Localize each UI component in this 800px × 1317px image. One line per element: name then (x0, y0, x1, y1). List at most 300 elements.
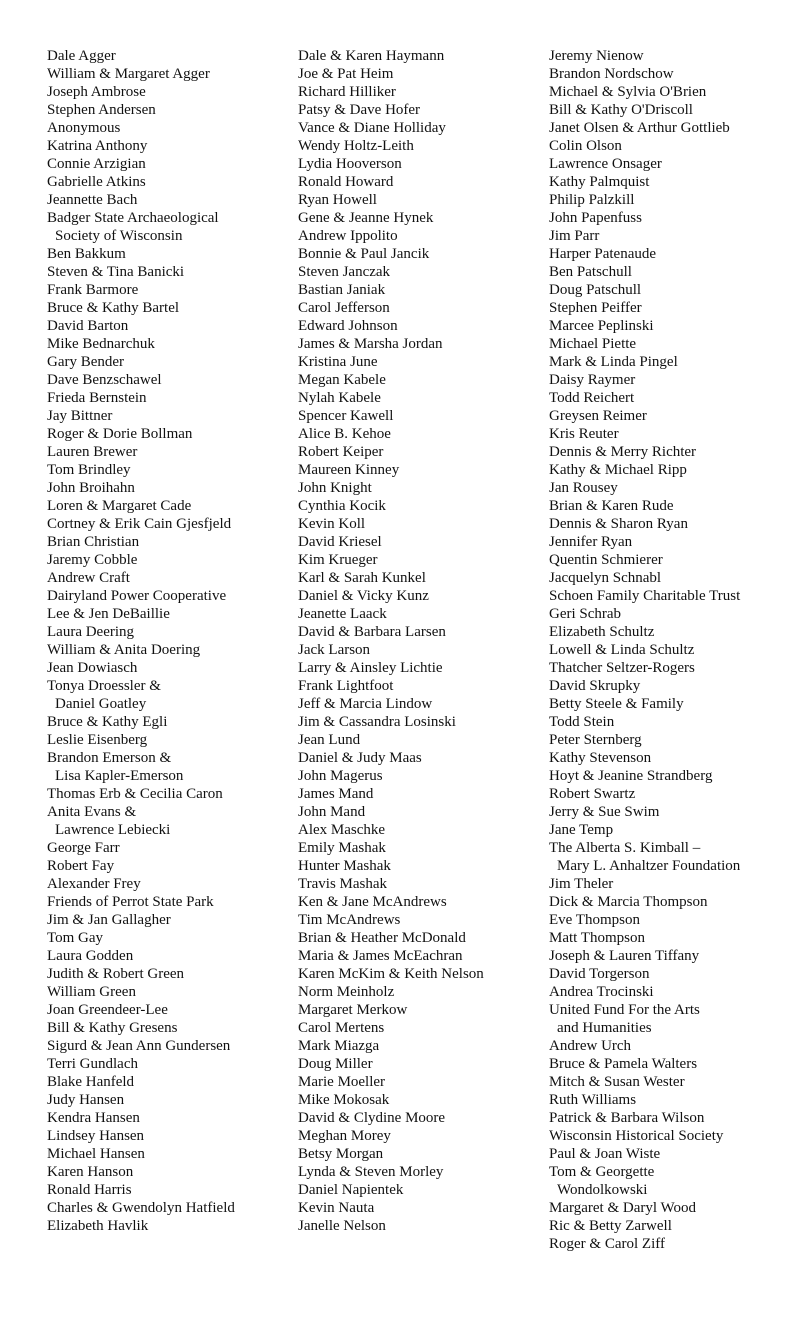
donor-name: United Fund For the Arts (549, 1002, 700, 1018)
donor-entry (549, 1109, 799, 1127)
donor-name: Loren & Margaret Cade (47, 498, 192, 514)
donor-name: Peter Sternberg (549, 732, 642, 748)
donor-entry (47, 623, 297, 641)
donor-entry (298, 1019, 548, 1037)
donor-entry (47, 335, 297, 353)
donor-name: David Kriesel (298, 534, 382, 550)
donor-name: Kathy Stevenson (549, 750, 652, 766)
donor-entry (298, 497, 548, 515)
donor-entry (298, 461, 548, 479)
donor-entry (549, 929, 799, 947)
donor-entry (298, 857, 548, 875)
donor-name: Dale & Karen Haymann (298, 48, 445, 64)
donor-entry (549, 515, 799, 533)
donor-entry (47, 443, 297, 461)
donor-entry (47, 785, 297, 803)
donor-name: Roger & Carol Ziff (549, 1236, 665, 1252)
donor-name: Jim & Jan Gallagher (47, 912, 171, 928)
donor-name: Elizabeth Schultz (549, 624, 655, 640)
donor-name: Friends of Perrot State Park (47, 894, 214, 910)
donor-name: Emily Mashak (298, 840, 386, 856)
donor-entry (47, 1127, 297, 1145)
donor-entry (47, 857, 297, 875)
donor-name: Joe & Pat Heim (298, 66, 394, 82)
donor-entry (549, 1235, 799, 1253)
donor-entry (298, 911, 548, 929)
donor-entry (47, 551, 297, 569)
donor-entry (298, 479, 548, 497)
donor-name: Michael & Sylvia O'Brien (549, 84, 707, 100)
donor-entry (549, 1145, 799, 1163)
donor-entry (47, 1217, 297, 1235)
donor-entry (549, 551, 799, 569)
donor-name: Daisy Raymer (549, 372, 636, 388)
donor-name: Ric & Betty Zarwell (549, 1218, 672, 1234)
donor-entry (549, 533, 799, 551)
donor-entry (549, 389, 799, 407)
donor-name: Nylah Kabele (298, 390, 381, 406)
donor-entry (298, 407, 548, 425)
donor-name: Hunter Mashak (298, 858, 391, 874)
donor-name: Schoen Family Charitable Trust (549, 588, 741, 604)
donor-entry (298, 785, 548, 803)
donor-entry (298, 749, 548, 767)
donor-entry (298, 263, 548, 281)
donor-entry (47, 497, 297, 515)
donor-entry (298, 209, 548, 227)
donor-entry (549, 623, 799, 641)
donor-name: Judy Hansen (47, 1092, 125, 1108)
donor-name: Laura Godden (47, 948, 134, 964)
donor-entry (549, 47, 799, 65)
donor-entry (549, 1091, 799, 1109)
donor-entry (549, 317, 799, 335)
donor-entry (47, 245, 297, 263)
donor-entry (549, 1001, 799, 1037)
donor-name: Mike Mokosak (298, 1092, 390, 1108)
donor-entry (47, 1037, 297, 1055)
donor-entry (47, 1145, 297, 1163)
donor-name: Katrina Anthony (47, 138, 148, 154)
donor-name: Hoyt & Jeanine Strandberg (549, 768, 713, 784)
donor-entry (298, 443, 548, 461)
donor-entry (47, 875, 297, 893)
donor-name: Ryan Howell (298, 192, 377, 208)
donor-name: Joseph Ambrose (47, 84, 146, 100)
donor-name: Kim Krueger (298, 552, 378, 568)
donor-entry (298, 1001, 548, 1019)
donor-entry (549, 497, 799, 515)
donor-entry (549, 947, 799, 965)
donor-name: Steven & Tina Banicki (47, 264, 185, 280)
donor-entry (549, 1163, 799, 1199)
donor-name: Larry & Ainsley Lichtie (298, 660, 443, 676)
donor-entry (549, 101, 799, 119)
donor-name: Andrew Craft (47, 570, 130, 586)
donor-name: Jennifer Ryan (549, 534, 633, 550)
donor-entry (549, 569, 799, 587)
donor-entry (298, 839, 548, 857)
donor-name: Jaremy Cobble (47, 552, 138, 568)
donor-name: Edward Johnson (298, 318, 398, 334)
donor-name: Tonya Droessler & (47, 678, 161, 694)
donor-name: Jacquelyn Schnabl (549, 570, 662, 586)
donor-entry (549, 335, 799, 353)
donor-name: John Knight (298, 480, 372, 496)
donor-name: Robert Keiper (298, 444, 384, 460)
donor-entry (47, 713, 297, 731)
donor-name: Ruth Williams (549, 1092, 637, 1108)
donor-name: Andrea Trocinski (549, 984, 654, 1000)
donor-entry (298, 533, 548, 551)
donor-name: Spencer Kawell (298, 408, 394, 424)
donor-entry (298, 47, 548, 65)
donor-entry (549, 749, 799, 767)
donor-entry (47, 569, 297, 587)
donor-name: David Barton (47, 318, 129, 334)
donor-name: James & Marsha Jordan (298, 336, 443, 352)
donor-entry (549, 173, 799, 191)
donor-entry (47, 137, 297, 155)
donor-entry (298, 515, 548, 533)
donor-entry (549, 803, 799, 821)
donor-entry (47, 1001, 297, 1019)
donor-name: Jeannette Bach (47, 192, 138, 208)
donor-entry (298, 155, 548, 173)
donor-name: Kathy & Michael Ripp (549, 462, 687, 478)
donor-name: Tim McAndrews (298, 912, 401, 928)
donor-entry (47, 407, 297, 425)
donor-name: Tom Brindley (47, 462, 131, 478)
donor-entry (47, 911, 297, 929)
donor-name: Jean Lund (298, 732, 361, 748)
donor-entry (298, 947, 548, 965)
donor-name: Todd Stein (549, 714, 615, 730)
donor-name: Bastian Janiak (298, 282, 386, 298)
donor-name: Ben Bakkum (47, 246, 126, 262)
donor-name: Dairyland Power Cooperative (47, 588, 227, 604)
donor-name: Maria & James McEachran (298, 948, 463, 964)
donor-entry (549, 659, 799, 677)
donor-name: Terri Gundlach (47, 1056, 138, 1072)
donor-entry (47, 965, 297, 983)
donor-name: Megan Kabele (298, 372, 386, 388)
donor-column-3 (549, 47, 799, 1253)
donor-entry (298, 1163, 548, 1181)
donor-name-continuation: Lisa Kapler-Emerson (55, 768, 184, 784)
donor-entry (549, 65, 799, 83)
donor-name: Kathy Palmquist (549, 174, 650, 190)
donor-entry (549, 785, 799, 803)
donor-entry (47, 605, 297, 623)
donor-entry (47, 893, 297, 911)
donor-entry (298, 371, 548, 389)
donor-entry (298, 569, 548, 587)
donor-entry (47, 1199, 297, 1217)
donor-name: Laura Deering (47, 624, 135, 640)
donor-entry (549, 965, 799, 983)
donor-name: Richard Hilliker (298, 84, 396, 100)
donor-name: Janelle Nelson (298, 1218, 386, 1234)
donor-entry (549, 1055, 799, 1073)
donor-entry (549, 263, 799, 281)
donor-name: Margaret & Daryl Wood (549, 1200, 696, 1216)
donor-name: Bonnie & Paul Jancik (298, 246, 430, 262)
donor-name-continuation: Daniel Goatley (55, 696, 147, 712)
donor-entry (298, 1199, 548, 1217)
donor-entry (47, 353, 297, 371)
donor-entry (298, 551, 548, 569)
donor-name: Todd Reichert (549, 390, 635, 406)
donor-name: Anita Evans & (47, 804, 137, 820)
donor-entry (298, 1037, 548, 1055)
donor-name: William & Anita Doering (47, 642, 201, 658)
donor-name: Margaret Merkow (298, 1002, 408, 1018)
donor-name: James Mand (298, 786, 374, 802)
donor-name: Alexander Frey (47, 876, 141, 892)
donor-name: Karen Hanson (47, 1164, 134, 1180)
donor-entry (47, 209, 297, 245)
donor-name: Lawrence Onsager (549, 156, 662, 172)
donor-name: Thatcher Seltzer-Rogers (549, 660, 695, 676)
donor-name: Carol Mertens (298, 1020, 385, 1036)
donor-name: Daniel & Judy Maas (298, 750, 422, 766)
donor-name: Daniel & Vicky Kunz (298, 588, 429, 604)
donor-name: Brian & Karen Rude (549, 498, 674, 514)
donor-entry (549, 137, 799, 155)
donor-name: Meghan Morey (298, 1128, 391, 1144)
donor-name: Judith & Robert Green (47, 966, 185, 982)
donor-name: Badger State Archaeological (47, 210, 219, 226)
donor-name: Travis Mashak (298, 876, 388, 892)
donor-entry (47, 299, 297, 317)
donor-name: Brian Christian (47, 534, 140, 550)
donor-name: Greysen Reimer (549, 408, 647, 424)
donor-entry (47, 983, 297, 1001)
donor-entry (298, 119, 548, 137)
donor-name: John Mand (298, 804, 366, 820)
donor-name: Andrew Urch (549, 1038, 632, 1054)
donor-name: Carol Jefferson (298, 300, 390, 316)
donor-name: David Skrupky (549, 678, 641, 694)
donor-name: Lee & Jen DeBaillie (47, 606, 170, 622)
donor-entry (47, 65, 297, 83)
donor-entry (298, 677, 548, 695)
donor-name: Jay Bittner (47, 408, 113, 424)
donor-name: Lowell & Linda Schultz (549, 642, 695, 658)
donor-name: Jim Theler (549, 876, 614, 892)
donor-name: Colin Olson (549, 138, 622, 154)
donor-entry (47, 101, 297, 119)
donor-entry (47, 533, 297, 551)
donor-entry (298, 245, 548, 263)
donor-entry (549, 245, 799, 263)
donor-entry (47, 659, 297, 677)
donor-name: Dick & Marcia Thompson (549, 894, 708, 910)
donor-name: Paul & Joan Wiste (549, 1146, 661, 1162)
donor-name: Andrew Ippolito (298, 228, 398, 244)
donor-name: John Broihahn (47, 480, 135, 496)
donor-name: Lynda & Steven Morley (298, 1164, 444, 1180)
donor-entry (47, 47, 297, 65)
donor-entry (298, 335, 548, 353)
donor-name: Thomas Erb & Cecilia Caron (47, 786, 223, 802)
donor-entry (298, 173, 548, 191)
donor-name: William Green (47, 984, 136, 1000)
donor-entry (549, 839, 799, 875)
donor-name: Elizabeth Havlik (47, 1218, 149, 1234)
donor-name-continuation: Mary L. Anhaltzer Foundation (557, 858, 741, 874)
donor-entry (549, 155, 799, 173)
donor-name-continuation: Wondolkowski (557, 1182, 648, 1198)
donor-name: Jim & Cassandra Losinski (298, 714, 456, 730)
donor-name-continuation: Society of Wisconsin (55, 228, 183, 244)
donor-name: Norm Meinholz (298, 984, 395, 1000)
donor-column-2 (298, 47, 548, 1235)
donor-entry (47, 479, 297, 497)
donor-entry (298, 353, 548, 371)
donor-entry (549, 281, 799, 299)
donor-entry (549, 1199, 799, 1217)
donor-entry (298, 425, 548, 443)
donor-entry (298, 1055, 548, 1073)
donor-entry (298, 965, 548, 983)
donor-entry (549, 299, 799, 317)
donor-name: Robert Swartz (549, 786, 636, 802)
donor-entry (298, 875, 548, 893)
donor-entry (549, 461, 799, 479)
donor-entry (549, 641, 799, 659)
donor-name: Brian & Heather McDonald (298, 930, 466, 946)
donor-entry (549, 407, 799, 425)
donor-entry (298, 983, 548, 1001)
donor-name: Mark Miazga (298, 1038, 380, 1054)
donor-entry (549, 1073, 799, 1091)
donor-name: Daniel Napientek (298, 1182, 404, 1198)
donor-name: Geri Schrab (549, 606, 622, 622)
donor-entry (47, 929, 297, 947)
donor-entry (298, 65, 548, 83)
donor-name: Frank Barmore (47, 282, 139, 298)
donor-entry (47, 803, 297, 839)
donor-name: Lindsey Hansen (47, 1128, 145, 1144)
donor-name: Dennis & Merry Richter (549, 444, 697, 460)
donor-name: Quentin Schmierer (549, 552, 663, 568)
donor-name: Leslie Eisenberg (47, 732, 148, 748)
donor-name-continuation: and Humanities (557, 1020, 652, 1036)
donor-entry (298, 1109, 548, 1127)
donor-name: Kevin Koll (298, 516, 366, 532)
donor-name: Cortney & Erik Cain Gjesfjeld (47, 516, 232, 532)
donor-entry (298, 893, 548, 911)
donor-entry (549, 1127, 799, 1145)
donor-name: Jane Temp (549, 822, 614, 838)
donor-name: Tom & Georgette (549, 1164, 655, 1180)
donor-name: Karl & Sarah Kunkel (298, 570, 426, 586)
donor-entry (298, 767, 548, 785)
donor-entry (549, 821, 799, 839)
donor-entry (549, 713, 799, 731)
donor-name: Gary Bender (47, 354, 125, 370)
donor-name: Alex Maschke (298, 822, 386, 838)
donor-entry (47, 191, 297, 209)
donor-name: Bill & Kathy Gresens (47, 1020, 178, 1036)
donor-name: Charles & Gwendolyn Hatfield (47, 1200, 235, 1216)
donor-entry (47, 947, 297, 965)
donor-entry (47, 155, 297, 173)
donor-entry (47, 1091, 297, 1109)
donor-name: Steven Janczak (298, 264, 391, 280)
donor-entry (47, 1109, 297, 1127)
donor-entry (549, 443, 799, 461)
donor-entry (549, 1217, 799, 1235)
donor-name: Betsy Morgan (298, 1146, 384, 1162)
donor-name: Brandon Nordschow (549, 66, 674, 82)
donor-name: Jim Parr (549, 228, 600, 244)
donor-name: Philip Palzkill (549, 192, 635, 208)
donor-entry (47, 677, 297, 713)
donor-name: Connie Arzigian (47, 156, 146, 172)
donor-entry (298, 605, 548, 623)
donor-name: Ronald Howard (298, 174, 394, 190)
donor-entry (298, 101, 548, 119)
donor-entry (298, 227, 548, 245)
donor-entry (549, 695, 799, 713)
donor-entry (298, 695, 548, 713)
donor-entry (549, 83, 799, 101)
donor-entry (298, 299, 548, 317)
donor-name: George Farr (47, 840, 120, 856)
donor-entry (549, 425, 799, 443)
donor-entry (298, 659, 548, 677)
donor-name: Jeremy Nienow (549, 48, 644, 64)
donor-name: Wendy Holtz-Leith (298, 138, 414, 154)
donor-name: Jeff & Marcia Lindow (298, 696, 433, 712)
donor-name: Bill & Kathy O'Driscoll (549, 102, 693, 118)
donor-name: Patrick & Barbara Wilson (549, 1110, 705, 1126)
donor-name: Matt Thompson (549, 930, 645, 946)
donor-entry (298, 1145, 548, 1163)
donor-entry (47, 317, 297, 335)
donor-name: Lauren Brewer (47, 444, 138, 460)
donor-name: Blake Hanfeld (47, 1074, 135, 1090)
donor-name: Jack Larson (298, 642, 371, 658)
donor-entry (298, 641, 548, 659)
donor-name: Bruce & Kathy Bartel (47, 300, 180, 316)
donor-entry (298, 83, 548, 101)
donor-name: Robert Fay (47, 858, 115, 874)
donor-entry (47, 83, 297, 101)
donor-name: Frieda Bernstein (47, 390, 147, 406)
donor-entry (549, 1037, 799, 1055)
donor-entry (47, 1055, 297, 1073)
donor-entry (47, 839, 297, 857)
donor-name: Bruce & Kathy Egli (47, 714, 168, 730)
donor-entry (298, 731, 548, 749)
donor-name: David Torgerson (549, 966, 650, 982)
donor-name: Kristina June (298, 354, 378, 370)
donor-entry (47, 1181, 297, 1199)
donor-entry (549, 371, 799, 389)
donor-entry (549, 119, 799, 137)
donor-name: Marie Moeller (298, 1074, 386, 1090)
donor-name: The Alberta S. Kimball – (549, 840, 701, 856)
donor-entry (549, 875, 799, 893)
donor-name: Harper Patenaude (549, 246, 657, 262)
donor-name: Mark & Linda Pingel (549, 354, 678, 370)
donor-entry (298, 1091, 548, 1109)
donor-entry (298, 191, 548, 209)
